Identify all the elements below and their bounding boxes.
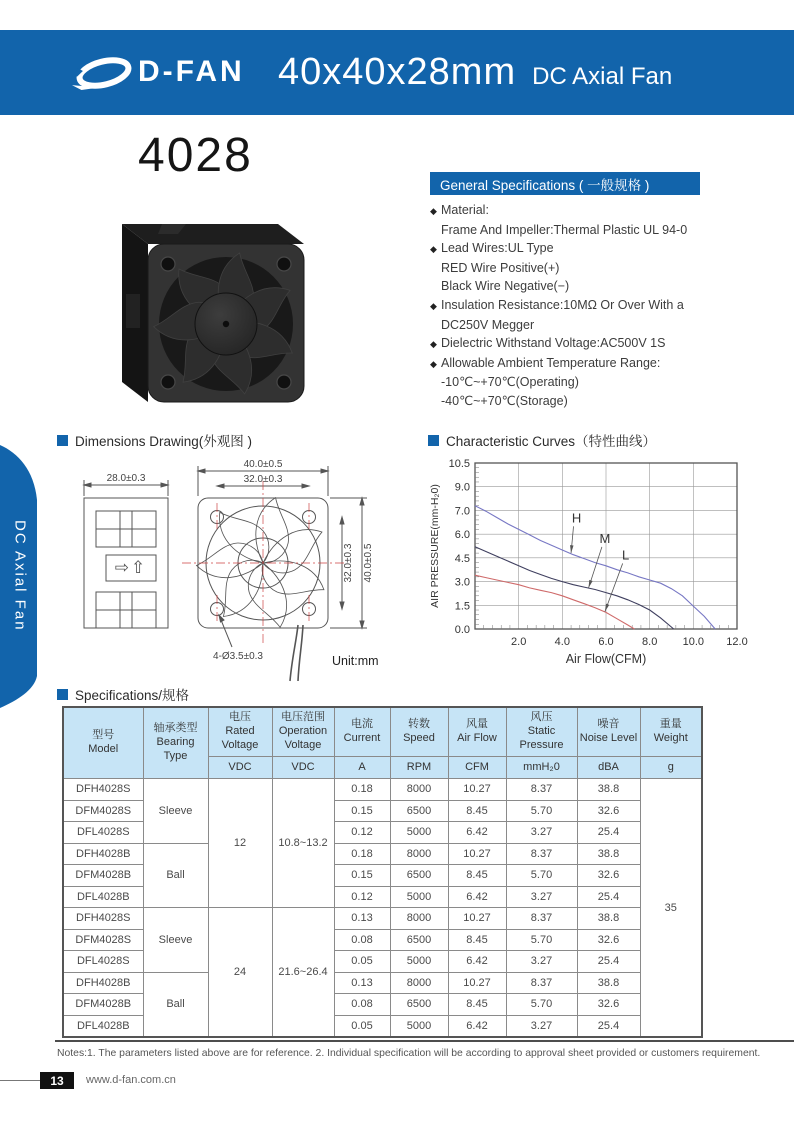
svg-text:4.5: 4.5 bbox=[454, 552, 470, 565]
cell-current: 0.05 bbox=[334, 951, 390, 973]
spec-item bbox=[430, 277, 760, 296]
spec-table bbox=[62, 706, 703, 1038]
curve-label-arrowhead bbox=[605, 604, 609, 612]
cell-noise: 32.6 bbox=[577, 994, 640, 1016]
cell-current: 0.12 bbox=[334, 822, 390, 844]
cell-pressure: 5.70 bbox=[506, 994, 577, 1016]
x-axis-tick-labels bbox=[511, 636, 748, 648]
table-row bbox=[63, 972, 702, 994]
section-title-text: Dimensions Drawing(外观图 ) bbox=[75, 434, 253, 449]
spec-table-head bbox=[63, 707, 702, 779]
spec-item-text: Material: bbox=[441, 203, 489, 217]
col-header-en: Air Flow bbox=[457, 732, 497, 744]
col-unit-static-pressure: mmH₂0 bbox=[506, 757, 577, 779]
section-title-curves bbox=[428, 430, 656, 450]
cell-speed: 5000 bbox=[390, 1015, 448, 1037]
page-number-badge: 13 bbox=[40, 1072, 74, 1089]
cell-airflow: 8.45 bbox=[448, 865, 506, 887]
svg-text:2.0: 2.0 bbox=[511, 636, 527, 648]
spec-table-wrap bbox=[62, 706, 703, 1038]
svg-text:3.0: 3.0 bbox=[454, 576, 470, 589]
cell-pressure: 5.70 bbox=[506, 865, 577, 887]
sidebar-category-tab bbox=[0, 438, 40, 713]
diamond-bullet-icon: ◆ bbox=[430, 300, 437, 311]
header-banner bbox=[0, 30, 794, 115]
fan-size-title: 40x40x28mm bbox=[278, 51, 517, 93]
col-header-cn: 轴承类型 bbox=[153, 722, 198, 735]
cell-current: 0.13 bbox=[334, 908, 390, 930]
fan-top-face bbox=[122, 224, 304, 244]
col-header-speed bbox=[390, 707, 448, 757]
product-photo bbox=[82, 198, 322, 410]
cell-speed: 5000 bbox=[390, 951, 448, 973]
cell-noise: 32.6 bbox=[577, 800, 640, 822]
section-bullet-icon bbox=[57, 689, 68, 700]
cell-model: DFM4028S bbox=[63, 800, 143, 822]
cell-operation-voltage: 21.6~26.4 bbox=[272, 908, 334, 1038]
col-header-static-pressure bbox=[506, 707, 577, 757]
y-axis-title: AIR PRESSURE(mm-H₂0) bbox=[429, 484, 441, 608]
cell-noise: 25.4 bbox=[577, 951, 640, 973]
cell-pressure: 3.27 bbox=[506, 1015, 577, 1037]
spec-item bbox=[430, 296, 760, 316]
col-header-cn: 电压 bbox=[229, 711, 251, 724]
cell-current: 0.15 bbox=[334, 800, 390, 822]
col-header-model bbox=[63, 707, 143, 779]
cell-pressure: 3.27 bbox=[506, 886, 577, 908]
col-header-cn: 噪音 bbox=[597, 718, 620, 731]
cell-current: 0.18 bbox=[334, 779, 390, 801]
cell-speed: 8000 bbox=[390, 843, 448, 865]
col-header-cn: 电压范围 bbox=[281, 711, 325, 724]
cell-model: DFL4028B bbox=[63, 1015, 143, 1037]
cell-bearing: Sleeve bbox=[143, 908, 208, 973]
hub-center-dot bbox=[223, 321, 229, 327]
cell-airflow: 6.42 bbox=[448, 886, 506, 908]
dim-outer-width: 40.0±0.5 bbox=[243, 459, 283, 470]
curve-label-H: H bbox=[571, 510, 582, 526]
curve-label-arrowhead bbox=[570, 545, 573, 553]
cell-airflow: 8.45 bbox=[448, 929, 506, 951]
cell-airflow: 6.42 bbox=[448, 1015, 506, 1037]
svg-text:10.0: 10.0 bbox=[682, 636, 705, 648]
cell-airflow: 6.42 bbox=[448, 822, 506, 844]
x-axis-title: Air Flow(CFM) bbox=[565, 652, 647, 666]
svg-text:6.0: 6.0 bbox=[454, 529, 470, 542]
curve-L bbox=[475, 575, 634, 629]
cell-model: DFH4028S bbox=[63, 908, 143, 930]
cell-bearing: Sleeve bbox=[143, 779, 208, 844]
cell-noise: 38.8 bbox=[577, 843, 640, 865]
col-unit-current: A bbox=[334, 757, 390, 779]
col-header-en: Static Pressure bbox=[519, 725, 564, 751]
spec-item bbox=[430, 354, 760, 374]
cell-speed: 8000 bbox=[390, 779, 448, 801]
cell-noise: 38.8 bbox=[577, 972, 640, 994]
table-row bbox=[63, 779, 702, 801]
section-title-text: Characteristic Curves（特性曲线） bbox=[446, 434, 657, 449]
cell-weight: 35 bbox=[640, 779, 702, 1038]
dim-hole-pitch-v: 32.0±0.3 bbox=[343, 543, 354, 583]
col-unit-weight: g bbox=[640, 757, 702, 779]
cell-pressure: 8.37 bbox=[506, 843, 577, 865]
col-header-en: Current bbox=[343, 732, 381, 744]
spec-item bbox=[430, 392, 760, 411]
cell-noise: 32.6 bbox=[577, 929, 640, 951]
cell-current: 0.08 bbox=[334, 929, 390, 951]
cell-speed: 5000 bbox=[390, 886, 448, 908]
col-header-cn: 型号 bbox=[92, 729, 115, 742]
cell-current: 0.18 bbox=[334, 843, 390, 865]
spec-item bbox=[430, 201, 760, 221]
col-unit-rated-voltage: VDC bbox=[208, 757, 272, 779]
cell-speed: 8000 bbox=[390, 972, 448, 994]
section-bullet-icon bbox=[428, 435, 439, 446]
page-number-line bbox=[0, 1080, 40, 1081]
svg-text:8.0: 8.0 bbox=[642, 636, 658, 648]
cell-pressure: 5.70 bbox=[506, 800, 577, 822]
cell-pressure: 8.37 bbox=[506, 972, 577, 994]
cell-noise: 25.4 bbox=[577, 886, 640, 908]
spec-item bbox=[430, 316, 760, 335]
svg-text:0.0: 0.0 bbox=[454, 624, 470, 636]
col-header-cn: 电流 bbox=[351, 718, 373, 731]
dim-hole-pitch-h: 32.0±0.3 bbox=[243, 474, 283, 485]
fan-type-subtitle: DC Axial Fan bbox=[532, 62, 673, 90]
diamond-bullet-icon: ◆ bbox=[430, 244, 437, 255]
spec-item bbox=[430, 334, 760, 354]
svg-text:4.0: 4.0 bbox=[554, 636, 570, 648]
cell-model: DFH4028S bbox=[63, 779, 143, 801]
dim-side-width: 28.0±0.3 bbox=[106, 473, 146, 484]
svg-text:7.0: 7.0 bbox=[454, 505, 470, 518]
cell-airflow: 8.45 bbox=[448, 994, 506, 1016]
section-bullet-icon bbox=[57, 435, 68, 446]
spec-item-text: Dielectric Withstand Voltage:AC500V 1S bbox=[441, 336, 666, 351]
cell-noise: 38.8 bbox=[577, 779, 640, 801]
table-row bbox=[63, 908, 702, 930]
curve-M bbox=[475, 547, 674, 629]
cell-noise: 38.8 bbox=[577, 908, 640, 930]
col-header-cn: 风压 bbox=[530, 711, 553, 724]
svg-text:12.0: 12.0 bbox=[726, 636, 748, 648]
svg-text:6.0: 6.0 bbox=[598, 636, 614, 648]
cell-current: 0.13 bbox=[334, 972, 390, 994]
cell-model: DFL4028S bbox=[63, 951, 143, 973]
cell-speed: 6500 bbox=[390, 929, 448, 951]
spec-item-text: DC250V Megger bbox=[441, 317, 535, 332]
svg-text:10.5: 10.5 bbox=[448, 458, 470, 470]
cell-speed: 6500 bbox=[390, 865, 448, 887]
cell-pressure: 8.37 bbox=[506, 779, 577, 801]
cell-bearing: Ball bbox=[143, 972, 208, 1037]
cell-airflow: 10.27 bbox=[448, 779, 506, 801]
cell-model: DFH4028B bbox=[63, 843, 143, 865]
cell-model: DFM4028B bbox=[63, 865, 143, 887]
cell-speed: 5000 bbox=[390, 822, 448, 844]
spec-table-body bbox=[63, 779, 702, 1038]
characteristic-curves-chart bbox=[425, 453, 755, 693]
cell-noise: 25.4 bbox=[577, 1015, 640, 1037]
spec-item-text: -10℃~+70℃(Operating) bbox=[441, 375, 579, 390]
curve-label-arrowhead bbox=[589, 580, 593, 588]
spec-item-text: -40℃~+70℃(Storage) bbox=[441, 393, 568, 408]
col-unit-noise-level: dBA bbox=[577, 757, 640, 779]
col-header-air-flow bbox=[448, 707, 506, 757]
spec-item bbox=[430, 373, 760, 392]
y-axis-tick-labels bbox=[449, 458, 470, 636]
col-header-en: Noise Level bbox=[579, 732, 638, 744]
cell-airflow: 10.27 bbox=[448, 843, 506, 865]
cell-airflow: 10.27 bbox=[448, 908, 506, 930]
cell-airflow: 6.42 bbox=[448, 951, 506, 973]
spec-item bbox=[430, 239, 760, 259]
cell-rated-voltage: 24 bbox=[208, 908, 272, 1038]
cell-airflow: 8.45 bbox=[448, 800, 506, 822]
general-specs-header: General Specifications ( 一般规格 ) bbox=[430, 172, 700, 195]
col-header-bearing-type bbox=[143, 707, 208, 779]
dimensions-drawing bbox=[70, 453, 415, 693]
col-header-en: Bearing Type bbox=[156, 736, 195, 762]
col-header-cn: 风量 bbox=[466, 718, 488, 731]
cell-current: 0.08 bbox=[334, 994, 390, 1016]
cell-speed: 8000 bbox=[390, 908, 448, 930]
col-header-en: Weight bbox=[653, 732, 688, 744]
sidebar-tab-label: DC Axial Fan bbox=[11, 519, 29, 632]
section-title-dimensions bbox=[57, 430, 252, 450]
spec-item-text: RED Wire Positive(+) bbox=[441, 260, 560, 275]
brand-logo bbox=[72, 48, 245, 96]
header-row-names bbox=[63, 707, 702, 757]
cell-operation-voltage: 10.8~13.2 bbox=[272, 779, 334, 908]
logo-text: D-FAN bbox=[138, 55, 245, 88]
cell-pressure: 3.27 bbox=[506, 822, 577, 844]
spec-item bbox=[430, 259, 760, 278]
col-header-cn: 转数 bbox=[408, 718, 430, 731]
airflow-direction-icons: ⇨⇧ bbox=[114, 558, 148, 577]
spec-item-text: Frame And Impeller:Thermal Plastic UL 94-0 bbox=[441, 222, 688, 237]
cell-noise: 25.4 bbox=[577, 822, 640, 844]
cell-model: DFH4028B bbox=[63, 972, 143, 994]
dim-holes-callout: 4-Ø3.5±0.3 bbox=[213, 651, 263, 662]
col-header-en: Model bbox=[88, 743, 119, 755]
col-header-rated-voltage bbox=[208, 707, 272, 757]
section-title-text: Specifications/规格 bbox=[75, 688, 190, 703]
col-header-weight bbox=[640, 707, 702, 757]
dim-outer-height: 40.0±0.5 bbox=[363, 543, 374, 583]
spec-item bbox=[430, 221, 760, 240]
footer-rule bbox=[55, 1040, 794, 1042]
cell-model: DFM4028S bbox=[63, 929, 143, 951]
spec-item-text: Lead Wires:UL Type bbox=[441, 241, 554, 256]
col-header-en: Speed bbox=[403, 732, 435, 744]
swoosh-logo-icon bbox=[72, 48, 134, 96]
cell-current: 0.15 bbox=[334, 865, 390, 887]
cell-speed: 6500 bbox=[390, 800, 448, 822]
curve-label-M: M bbox=[599, 530, 611, 546]
col-header-operation-voltage bbox=[272, 707, 334, 757]
spec-item-text: Black Wire Negative(−) bbox=[441, 279, 570, 294]
svg-text:1.5: 1.5 bbox=[454, 600, 470, 613]
cell-airflow: 10.27 bbox=[448, 972, 506, 994]
col-header-current bbox=[334, 707, 390, 757]
cell-bearing: Ball bbox=[143, 843, 208, 908]
table-row bbox=[63, 843, 702, 865]
cell-model: DFL4028B bbox=[63, 886, 143, 908]
centerlines bbox=[182, 481, 344, 645]
general-specs-list bbox=[430, 201, 760, 411]
cell-noise: 32.6 bbox=[577, 865, 640, 887]
side-rib bbox=[126, 294, 140, 328]
spec-item-text: Allowable Ambient Temperature Range: bbox=[441, 355, 661, 370]
col-header-en: Rated Voltage bbox=[221, 725, 259, 751]
cell-pressure: 5.70 bbox=[506, 929, 577, 951]
cell-pressure: 8.37 bbox=[506, 908, 577, 930]
cell-pressure: 3.27 bbox=[506, 951, 577, 973]
cell-rated-voltage: 12 bbox=[208, 779, 272, 908]
cell-current: 0.12 bbox=[334, 886, 390, 908]
website-text: www.d-fan.com.cn bbox=[86, 1074, 176, 1086]
cell-speed: 6500 bbox=[390, 994, 448, 1016]
diamond-bullet-icon: ◆ bbox=[430, 339, 437, 350]
model-number-title: 4028 bbox=[138, 129, 253, 182]
diamond-bullet-icon: ◆ bbox=[430, 206, 437, 216]
cell-model: DFM4028B bbox=[63, 994, 143, 1016]
col-unit-air-flow: CFM bbox=[448, 757, 506, 779]
unit-label: Unit:mm bbox=[332, 654, 379, 668]
col-unit-operation-voltage: VDC bbox=[272, 757, 334, 779]
curve-label-L: L bbox=[622, 547, 630, 563]
footer-notes: Notes:1. The parameters listed above are for reference. 2. Individual specification will be according to approval sheet provided or customers requirement. bbox=[57, 1048, 761, 1059]
col-unit-speed: RPM bbox=[390, 757, 448, 779]
spec-item-text: Insulation Resistance:10MΩ Or Over With a bbox=[441, 297, 684, 312]
diamond-bullet-icon: ◆ bbox=[430, 358, 437, 369]
svg-text:9.0: 9.0 bbox=[454, 481, 470, 494]
cell-model: DFL4028S bbox=[63, 822, 143, 844]
col-header-cn: 重量 bbox=[659, 718, 682, 731]
col-header-en: Operation Voltage bbox=[278, 725, 328, 751]
page-title bbox=[278, 30, 672, 115]
col-header-noise-level bbox=[577, 707, 640, 757]
cell-current: 0.05 bbox=[334, 1015, 390, 1037]
